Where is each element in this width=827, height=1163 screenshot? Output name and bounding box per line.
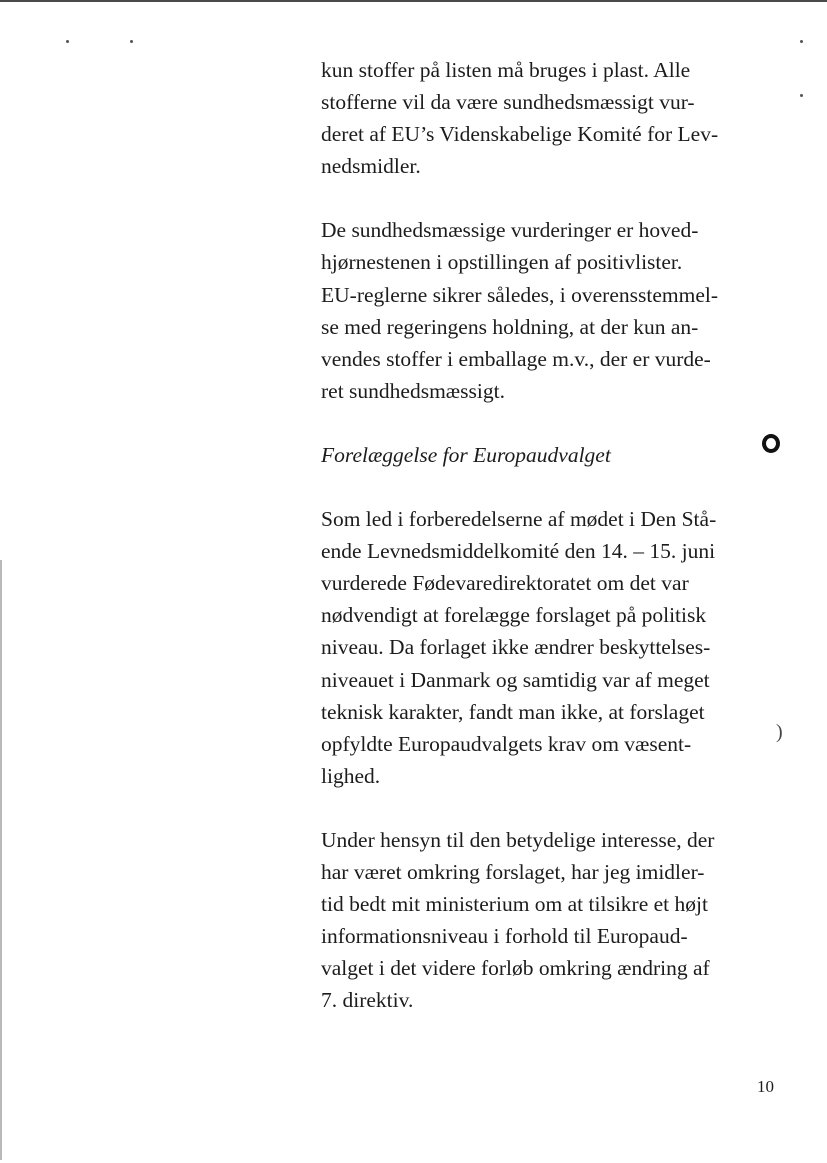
scan-speck	[800, 94, 803, 97]
paragraph-health-assessment: De sundhedsmæssige vurderinger er hoved- hjørnestenen i opstillingen af positivlister. EU-reglerne sikrer således, i overensstemmel- se med regeringens holdning, at der kun an- vendes stoffer i emballage m.v., der er vurde- ret sundhedsmæssigt.	[321, 218, 718, 403]
scan-speck	[66, 40, 69, 43]
scan-left-edge	[0, 560, 2, 1160]
margin-bracket-mark: )	[776, 721, 783, 743]
top-rule	[0, 0, 827, 2]
body-text-column	[321, 54, 791, 1016]
section-heading: Forelæggelse for Europaudvalget	[321, 442, 611, 467]
paragraph-plastic-list: kun stoffer på listen må bruges i plast. Alle stofferne vil da være sundhedsmæssigt vur- deret af EU’s Videnskabelige Komité for Lev- nedsmidler.	[321, 58, 719, 179]
paragraph-committee-meeting: Som led i forberedelserne af mødet i Den Stå- ende Levnedsmiddelkomité den 14. – 15. juni vurderede Fødevaredirektoratet om det var nødvendigt at forelægge forslaget på politisk niveau. Da forlaget ikke ændrer beskyttelses- niveauet i Danmark og samtidig var af meget teknisk karakter, fandt man ikke, at forslaget opfyldte Europaudvalgets krav om væsent- lighed.	[321, 507, 717, 788]
page-number: 10	[757, 1077, 774, 1096]
paragraph-information-level: Under hensyn til den betydelige interesse, der har været omkring forslaget, har jeg imidler- tid bedt mit ministerium om at tilsikre et højt informationsniveau i forhold til Europaud- valget i det videre forløb omkring ændring af 7. direktiv.	[321, 827, 715, 1013]
scan-speck	[800, 40, 803, 43]
scan-speck	[130, 40, 133, 43]
